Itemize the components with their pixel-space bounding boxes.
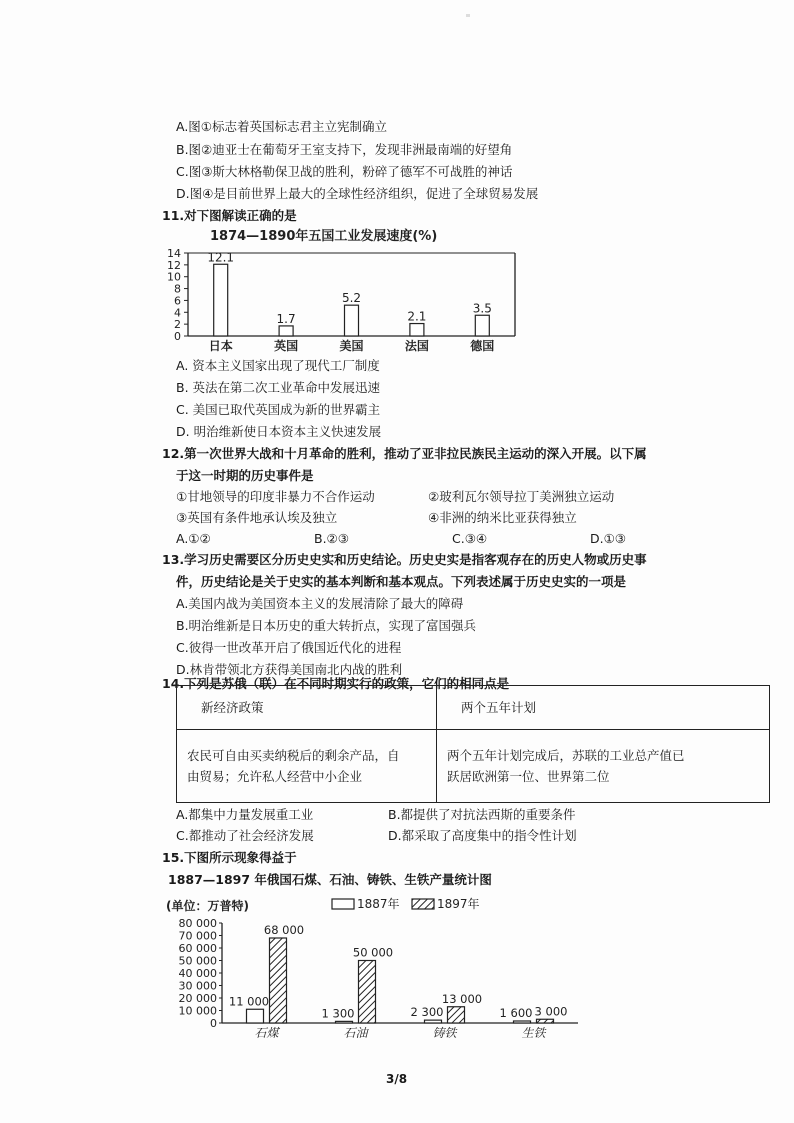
chart2-category-label: 石油 <box>343 1026 368 1040</box>
chart2-unit: (单位：万普特) <box>166 899 249 913</box>
chart1-category-label: 德国 <box>470 339 495 353</box>
q12-option-a: A.①② <box>176 531 211 546</box>
chart1-bar <box>410 324 424 336</box>
q12-item-2: ②玻利瓦尔领导拉丁美洲独立运动 <box>428 489 615 504</box>
chart1-category-label: 美国 <box>339 339 364 353</box>
chart1-value-label: 2.1 <box>407 309 427 324</box>
chart1-bar <box>214 264 228 336</box>
q12-option-b: B.②③ <box>314 531 349 546</box>
chart1-ytick-label: 12 <box>167 258 181 272</box>
chart-russia-production <box>160 890 600 1045</box>
q13-option-a: A.美国内战为美国资本主义的发展清除了最大的障碍 <box>176 596 464 611</box>
chart1-value-label: 5.2 <box>341 291 362 306</box>
q10-option-d: D.图④是目前世界上最大的全球性经济组织，促进了全球贸易发展 <box>176 186 539 201</box>
chart2-value-label: 1 300 <box>321 1006 355 1021</box>
chart1-ytick-label: 10 <box>167 270 181 284</box>
q12-option-c: C.③④ <box>452 531 488 546</box>
legend-label-1897: 1897年 <box>437 897 480 911</box>
chart2-ytick-label: 50 000 <box>178 954 217 968</box>
q10-option-a: A.图①标志着英国标志君主立宪制确立 <box>176 119 388 134</box>
table-header-nep: 新经济政策 <box>177 686 437 730</box>
chart2-value-label: 13 000 <box>441 991 483 1006</box>
chart2-bar-1887 <box>425 1020 442 1023</box>
chart2-category-label: 铸铁 <box>432 1026 457 1040</box>
chart-industrial-growth <box>150 225 540 355</box>
chart1-ytick-label: 2 <box>174 318 181 332</box>
chart1-value-label: 12.1 <box>207 250 235 265</box>
chart2-legend <box>332 896 480 911</box>
chart2-value-label: 1 600 <box>499 1006 533 1020</box>
chart1-ytick-label: 6 <box>174 294 181 308</box>
q12-item-1: ①甘地领导的印度非暴力不合作运动 <box>176 489 375 504</box>
legend-label-1887: 1887年 <box>357 897 400 911</box>
q11-option-a: A. 资本主义国家出现了现代工厂制度 <box>176 358 380 373</box>
table-cell-plans-line2: 跃居欧洲第一位、世界第二位 <box>447 769 610 784</box>
q12-stem-line1: 12.第一次世界大战和十月革命的胜利，推动了亚非拉民族民主运动的深入开展。以下属 <box>162 446 647 461</box>
q14-option-d: D.都采取了高度集中的指令性计划 <box>388 828 577 843</box>
chart1-bar <box>279 326 293 336</box>
q14-option-a: A.都集中力量发展重工业 <box>176 807 314 822</box>
legend-swatch-1887 <box>332 899 354 909</box>
q11-option-c: C. 美国已取代英国成为新的世界霸主 <box>176 402 381 417</box>
chart1-title: 1874—1890年五国工业发展速度(%) <box>210 229 438 244</box>
chart2-ytick-label: 10 000 <box>178 1004 217 1018</box>
chart1-category-label: 日本 <box>208 339 233 353</box>
chart1-category-label: 英国 <box>274 339 299 353</box>
chart1-value-label: 1.7 <box>276 311 296 326</box>
q12-option-d: D.①③ <box>590 531 627 546</box>
chart2-value-label: 50 000 <box>352 945 394 960</box>
chart2-bar-1897 <box>448 1007 465 1023</box>
chart1-ytick-label: 14 <box>167 247 181 260</box>
chart2-value-label: 11 000 <box>228 994 270 1009</box>
table-cell-nep <box>177 730 437 803</box>
chart1-bar <box>475 315 489 336</box>
chart1-category-label: 法国 <box>404 339 429 353</box>
q13-option-c: C.彼得一世改革开启了俄国近代化的进程 <box>176 640 402 655</box>
q13-stem-line2: 件，历史结论是关于史实的基本判断和基本观点。下列表述属于历史史实的一项是 <box>176 574 627 589</box>
chart2-ytick-label: 20 000 <box>178 992 217 1005</box>
chart2-bar-1897 <box>537 1019 554 1023</box>
chart1-ytick-label: 8 <box>174 282 181 296</box>
chart2-ytick-label: 40 000 <box>178 967 217 980</box>
chart2-ytick-label: 70 000 <box>178 929 217 943</box>
page-number: 3/8 <box>386 1072 408 1086</box>
chart2-bar-1897 <box>359 961 376 1024</box>
q14-option-b: B.都提供了对抗法西斯的重要条件 <box>388 807 576 822</box>
table-cell-five-year-plans <box>437 730 770 803</box>
policy-comparison-table <box>176 685 770 803</box>
chart2-title: 1887—1897 年俄国石煤、石油、铸铁、生铁产量统计图 <box>168 872 492 887</box>
chart2-bar-1887 <box>247 1009 264 1023</box>
chart2-ytick-label: 80 000 <box>178 917 217 930</box>
legend-swatch-1897 <box>412 899 434 909</box>
chart2-value-label: 2 300 <box>410 1005 444 1020</box>
q15-stem: 15.下图所示现象得益于 <box>162 850 297 865</box>
chart2-category-label: 石煤 <box>254 1026 279 1040</box>
chart1-bar <box>345 305 359 336</box>
chart2-bar-1887 <box>336 1021 353 1023</box>
q12-stem-line2: 于这一时期的历史事件是 <box>176 468 314 483</box>
chart2-ytick-label: 60 000 <box>178 942 217 955</box>
chart2-bar-1887 <box>514 1021 531 1023</box>
chart2-ytick-label: 30 000 <box>178 979 217 993</box>
table-cell-nep-line1: 农民可自由买卖纳税后的剩余产品，自 <box>187 748 400 763</box>
table-cell-nep-line2: 由贸易；允许私人经营中小企业 <box>187 769 363 784</box>
chart1-value-label: 3.5 <box>472 301 492 316</box>
q13-option-d: D.林肯带领北方获得美国南北内战的胜利 <box>176 662 403 677</box>
q11-stem: 11.对下图解读正确的是 <box>162 208 297 223</box>
q13-stem-line1: 13.学习历史需要区分历史史实和历史结论。历史史实是指客观存在的历史人物或历史事 <box>162 552 647 567</box>
q11-option-b: B. 英法在第二次工业革命中发展迅速 <box>176 380 381 395</box>
q10-option-c: C.图③斯大林格勒保卫战的胜利，粉碎了德军不可战胜的神话 <box>176 164 513 179</box>
chart2-value-label: 3 000 <box>534 1004 568 1019</box>
q13-option-b: B.明治维新是日本历史的重大转折点，实现了富国强兵 <box>176 618 477 633</box>
q14-option-c: C.都推动了社会经济发展 <box>176 828 314 843</box>
table-header-five-year-plans: 两个五年计划 <box>437 686 770 730</box>
chart2-ytick-label: 0 <box>210 1017 217 1030</box>
chart1-ytick-label: 0 <box>174 330 181 343</box>
q12-item-3: ③英国有条件地承认埃及独立 <box>176 510 338 525</box>
q11-option-d: D. 明治维新使日本资本主义快速发展 <box>176 424 382 439</box>
chart2-value-label: 68 000 <box>263 923 305 937</box>
scan-speck <box>466 14 470 17</box>
table-cell-plans-line1: 两个五年计划完成后，苏联的工业总产值已 <box>447 748 685 763</box>
chart2-bar-1897 <box>270 938 287 1023</box>
chart2-category-label: 生铁 <box>521 1026 546 1040</box>
q12-item-4: ④非洲的纳米比亚获得独立 <box>428 510 577 525</box>
q10-option-b: B.图②迪亚士在葡萄牙王室支持下，发现非洲最南端的好望角 <box>176 142 513 157</box>
chart1-ytick-label: 4 <box>174 306 181 320</box>
q14-stem: 14.下列是苏俄（联）在不同时期实行的政策，它们的相同点是 <box>162 676 510 691</box>
